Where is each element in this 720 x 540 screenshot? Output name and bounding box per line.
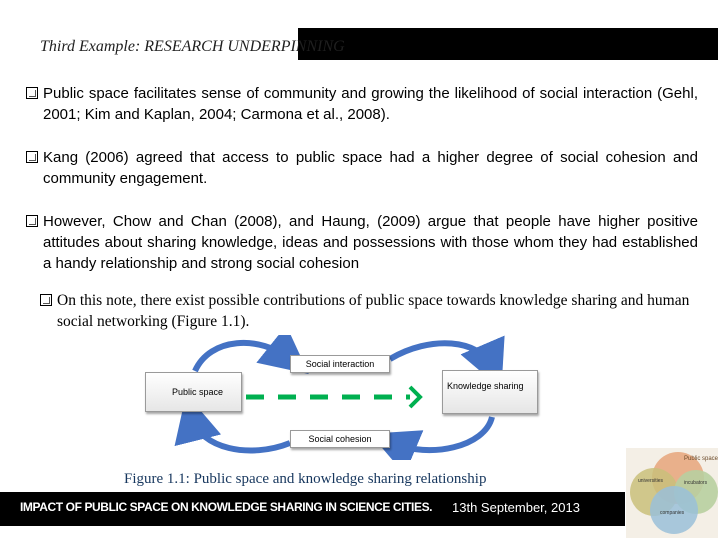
figure-label: Figure 1.1:	[124, 471, 190, 487]
thumb-label: universities	[638, 478, 664, 484]
arrow-interaction-to-knowledge	[390, 343, 492, 367]
footer-date: 13th September, 2013	[452, 500, 580, 515]
slide-title: Third Example: RESEARCH UNDERPINNING	[40, 38, 345, 55]
social-cohesion-node: Social cohesion	[290, 430, 390, 448]
bullet-item	[26, 147, 698, 189]
green-arrowhead	[410, 387, 420, 407]
figure-caption-text: Public space and knowledge sharing relationship	[189, 471, 487, 487]
bullet-item	[40, 290, 706, 332]
title-bar	[298, 28, 718, 60]
checkbox-bullet-icon	[26, 215, 38, 227]
checkbox-bullet-icon	[26, 151, 38, 163]
bullet-text: Public space facilitates sense of community and growing the likelihood of social interaction (Gehl, 2001; Kim and Kaplan, 2004; Carmona et al., 2008).	[43, 85, 698, 123]
thumb-label: Public space	[684, 456, 718, 462]
thumb-label: companies	[660, 510, 685, 516]
footer-title: IMPACT OF PUBLIC SPACE ON KNOWLEDGE SHARING IN SCIENCE CITIES.	[20, 500, 433, 514]
bullet-text: However, Chow and Chan (2008), and Haung, (2009) argue that people have higher positive attitudes about sharing knowledge, ideas and possessions with those whom they had established a handy relationship and strong social cohesion	[43, 213, 698, 272]
social-interaction-node: Social interaction	[290, 355, 390, 373]
checkbox-bullet-icon	[40, 294, 52, 306]
checkbox-bullet-icon	[26, 87, 38, 99]
relationship-diagram	[140, 335, 540, 460]
thumb-label: incubators	[684, 480, 708, 486]
venn-thumbnail-image	[626, 448, 718, 538]
arrow-public-to-interaction	[195, 343, 290, 371]
arrow-knowledge-to-cohesion	[392, 417, 492, 450]
figure-caption	[124, 471, 486, 488]
knowledge-sharing-node: Knowledge sharing	[442, 370, 538, 414]
public-space-node: Public space	[145, 372, 242, 412]
arrow-cohesion-to-public	[192, 417, 290, 451]
bullet-item	[26, 211, 698, 274]
bullet-item	[26, 83, 698, 125]
bullet-text: On this note, there exist possible contributions of public space towards knowledge sharing and human social networking (Figure 1.1).	[57, 292, 690, 330]
bullet-text: Kang (2006) agreed that access to public space had a higher degree of social cohesion and community engagement.	[43, 149, 698, 187]
